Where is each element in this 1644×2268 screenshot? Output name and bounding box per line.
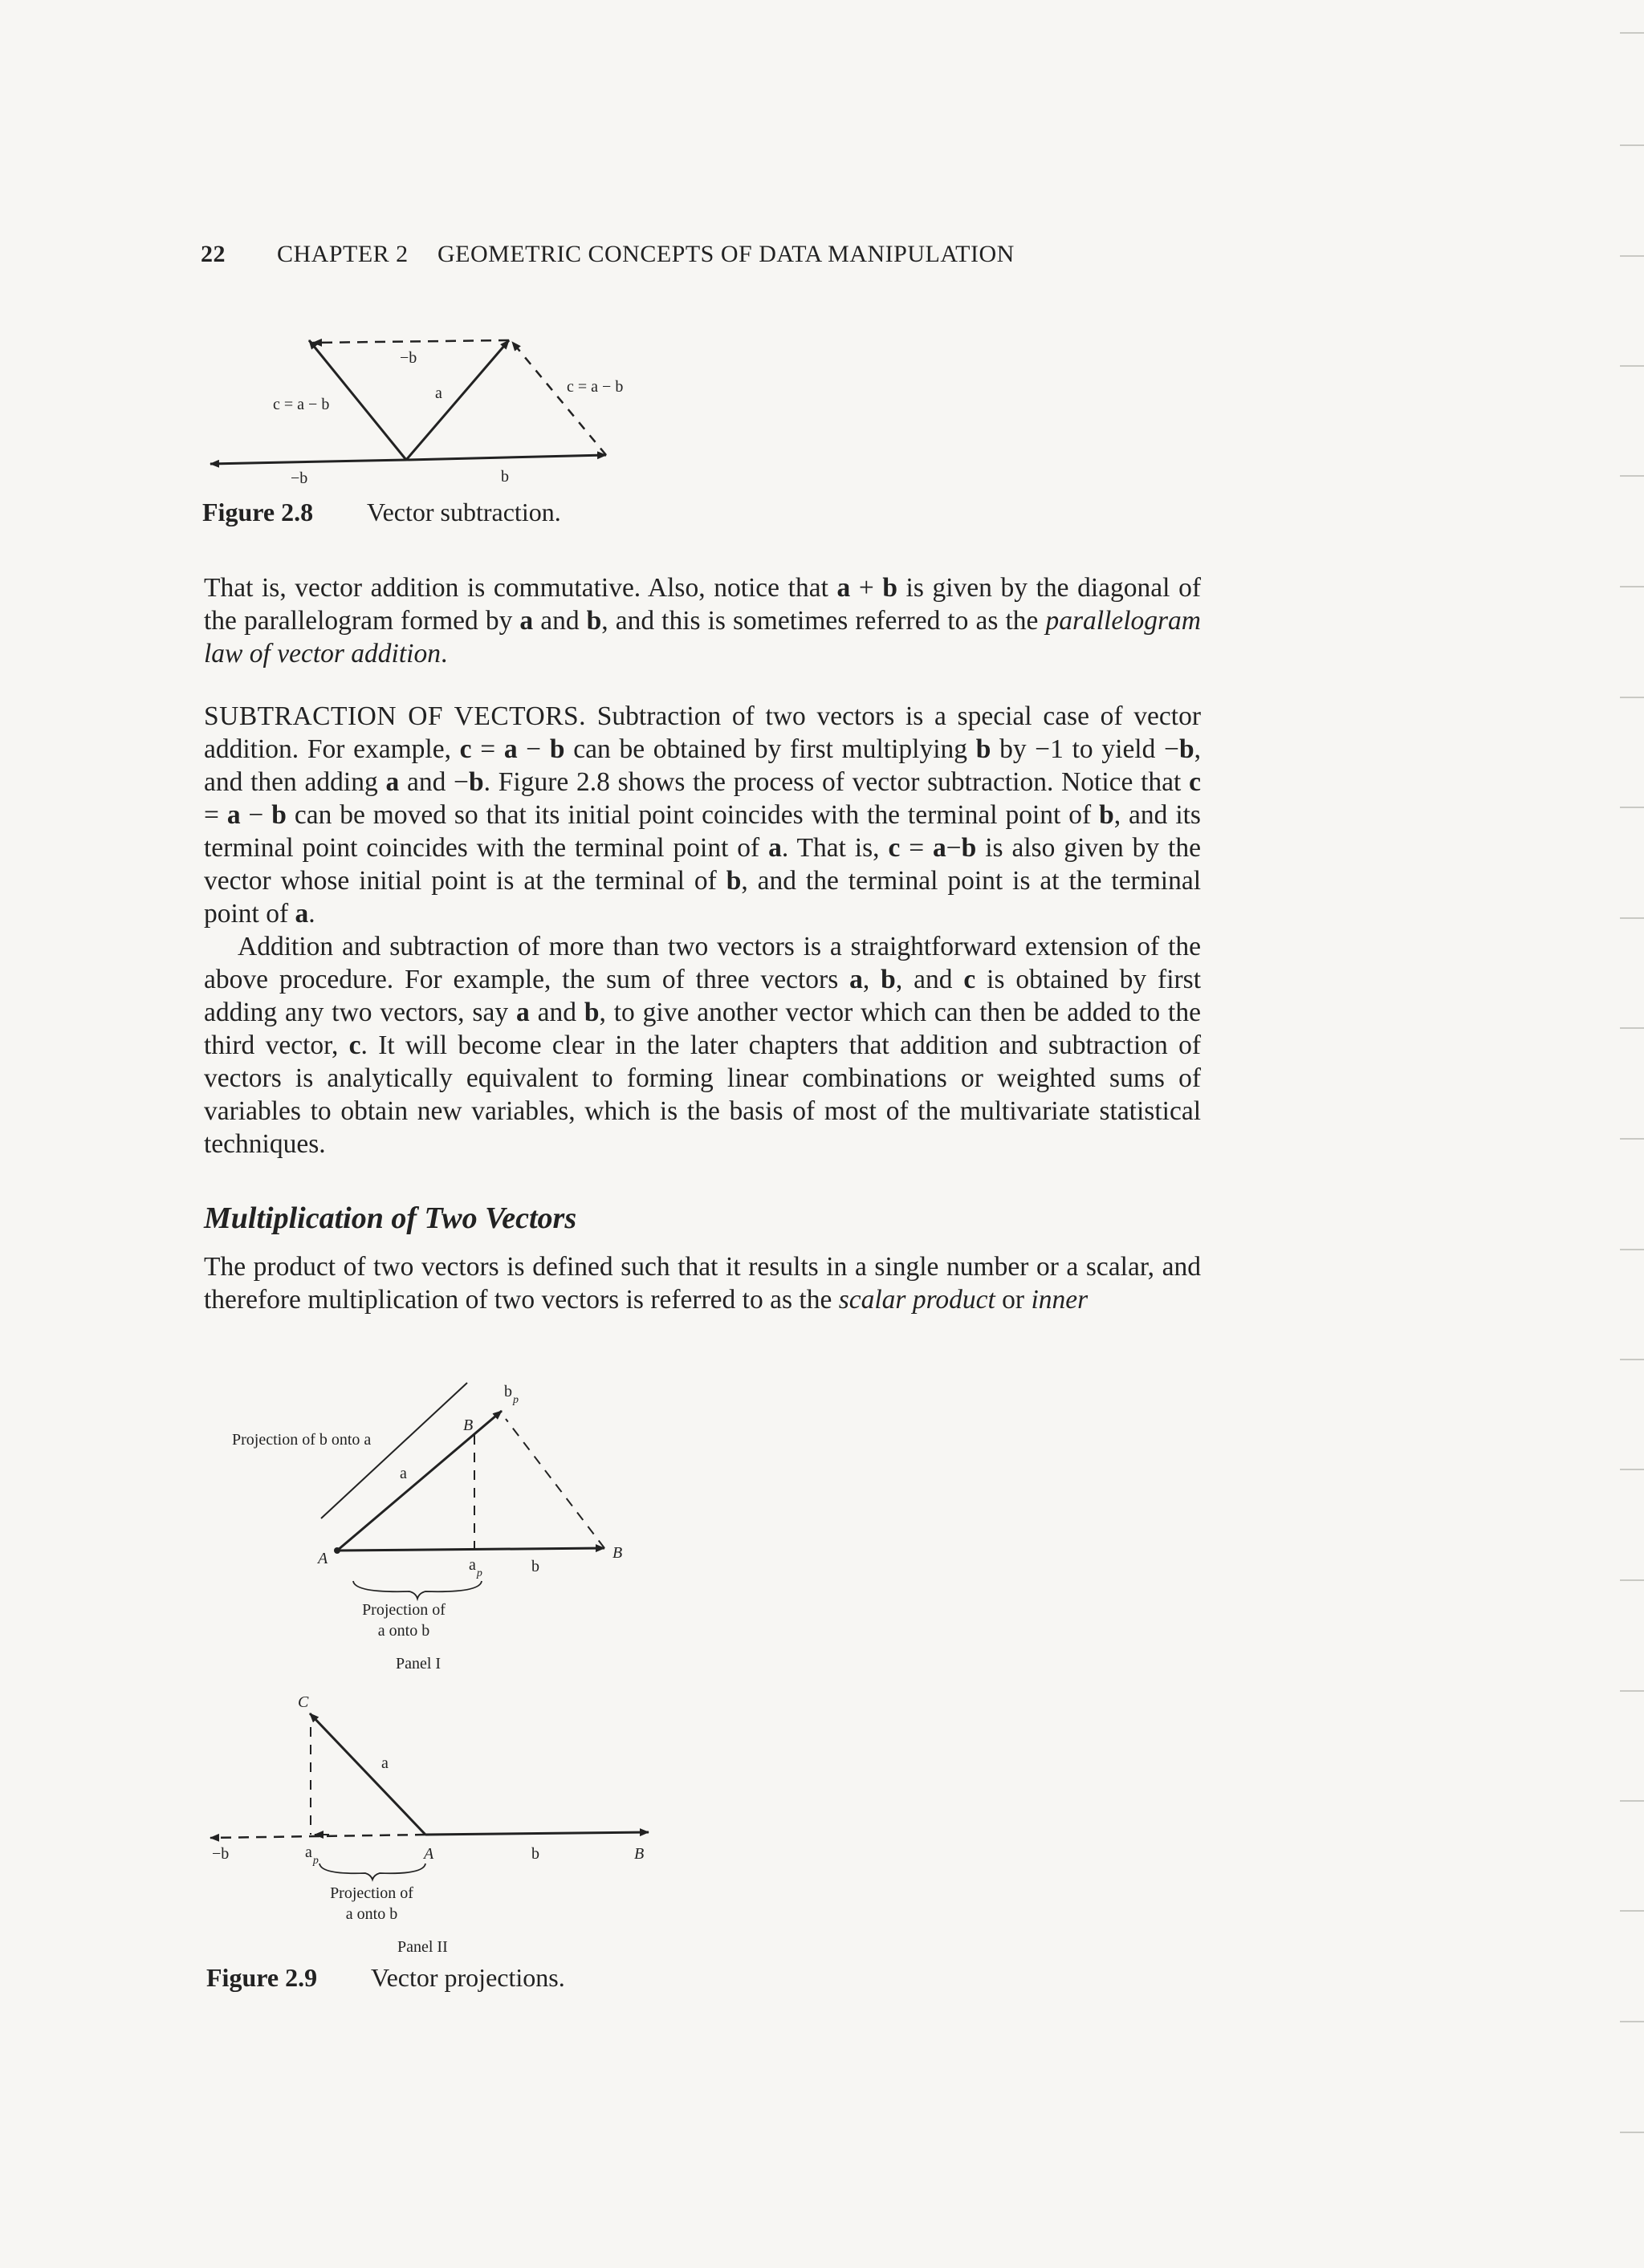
label-A-panel1: A [318, 1550, 328, 1567]
term-scalar-product: scalar product [838, 1285, 995, 1315]
page-edge-mark [1620, 1690, 1644, 1692]
term-inner: inner [1031, 1285, 1089, 1315]
vector-a-panel2 [310, 1713, 425, 1835]
label-neg-b-bottom: −b [291, 469, 308, 487]
page-edge-mark [1620, 475, 1644, 477]
perpendicular-b-to-a-dashed [506, 1419, 604, 1548]
page-edge-mark [1620, 2132, 1644, 2133]
projection-b-onto-a-line [321, 1383, 467, 1518]
page-edge-mark [1620, 1359, 1644, 1360]
term-parallelogram-law: parallelogram law of vector addition [204, 606, 1201, 669]
label-projection-a-onto-b-panel1: Projection of a onto b [362, 1601, 446, 1640]
paragraph-commutative: That is, vector addition is commutative. Also, notice that a + b is given by the diagonal of the parallelogram formed by a and b, and this is sometimes referred to as the parallelogram law of vector addition. [204, 573, 1201, 669]
figure-2-9-number: Figure 2.9 [206, 1963, 318, 1992]
page-edge-mark [1620, 807, 1644, 808]
page-edge-mark [1620, 1800, 1644, 1802]
subtraction-run-in-heading: SUBTRACTION OF VECTORS. [204, 701, 587, 731]
vector-b-panel2 [425, 1832, 649, 1835]
bracket-projection-a-onto-b-panel2 [319, 1864, 425, 1880]
label-a-p-panel2: $a_p$ [305, 1843, 319, 1867]
figure-2-8-number: Figure 2.8 [202, 498, 314, 526]
section-title-multiplication: Multiplication of Two Vectors [204, 1201, 577, 1235]
label-projection-b-onto-a: Projection of b onto a [232, 1431, 372, 1449]
page-edge-mark [1620, 365, 1644, 367]
bracket-projection-a-onto-b-panel1 [353, 1581, 482, 1599]
chapter-title: GEOMETRIC CONCEPTS OF DATA MANIPULATION [437, 241, 1015, 267]
label-c-left: c = a − b [273, 396, 330, 413]
figure-2-9-panel-1 [232, 1383, 622, 1673]
page-edge-mark [1620, 1469, 1644, 1470]
page-edge-mark [1620, 697, 1644, 698]
label-neg-b-top: −b [400, 349, 417, 367]
label-C: C [298, 1693, 309, 1711]
label-b-bottom: b [501, 468, 509, 486]
page-edge-mark [1620, 32, 1644, 34]
page-edge-mark [1620, 917, 1644, 919]
vector-neg-b-top-dashed [313, 340, 509, 343]
label-neg-b-panel2: −b [212, 1845, 230, 1863]
figure-2-9-caption [206, 1963, 565, 1993]
label-A-panel2: A [424, 1845, 434, 1863]
page-edge-mark [1620, 586, 1644, 587]
page-edge-mark [1620, 1027, 1644, 1029]
page-edge-mark [1620, 1249, 1644, 1250]
paragraph-product: The product of two vectors is defined such that it results in a single number or a scalar, and therefore multiplication of two vectors is referred to as the scalar product or inner [204, 1252, 1201, 1315]
label-a-p-panel1: $a_p$ [469, 1556, 482, 1579]
label-a-panel2: a [381, 1754, 389, 1772]
label-a-panel1: a [400, 1465, 407, 1482]
vector-b-bottom [406, 455, 606, 460]
label-a: a [435, 384, 442, 402]
label-c-right: c = a − b [567, 378, 624, 396]
running-header [201, 241, 1015, 268]
page-edge-mark [1620, 1579, 1644, 1581]
page-number: 22 [201, 241, 226, 267]
figure-2-8-caption [202, 498, 561, 527]
vector-neg-b-bottom [210, 460, 406, 464]
label-b-panel2: b [531, 1845, 539, 1863]
page-edge-mark [1620, 255, 1644, 257]
point-A-panel1 [334, 1547, 340, 1554]
page-edge-mark [1620, 1138, 1644, 1140]
label-b-p: $b_p$ [504, 1383, 519, 1406]
paragraph-subtraction: SUBTRACTION OF VECTORS. Subtraction of two vectors is a special case of vector addition. For example, c = a − b can be obtained by first multiplying b by −1 to yield −b, and then adding a and −b. Figure 2.8 shows the process of vector subtraction. Notice that c = a − b can be moved so that its initial point coincides with the terminal point of b, and its terminal point coincides with the terminal point of a. That is, c = a−b is also given by the vector whose initial point is at the terminal of b, and the terminal point is at the terminal point of a. [204, 701, 1202, 929]
label-panel-1: Panel I [396, 1655, 442, 1673]
figure-2-9-panel-2 [210, 1693, 649, 1956]
label-B-panel2: B [634, 1845, 645, 1863]
figure-2-9-diagram [201, 1376, 666, 1970]
label-B-upper: B [463, 1416, 474, 1434]
vector-b-panel1 [337, 1548, 604, 1551]
label-B-right: B [612, 1544, 623, 1562]
figure-2-8-diagram [201, 325, 650, 498]
page-edge-mark [1620, 2021, 1644, 2022]
page-edge-mark [1620, 1910, 1644, 1912]
paragraph-addition-extension: Addition and subtraction of more than two vectors is a straightforward extension of the above procedure. For example, the sum of three vectors a, b, and c is obtained by first adding any two vectors, say a and b, to give another vector which can then be added to the third vector, c. It will become clear in the later chapters that addition and subtraction of vectors is analytically equivalent to forming linear combinations or weighted sums of variables to obtain new variables, which is the basis of most of the multivariate statistical techniques. [204, 932, 1202, 1159]
figure-2-8-title: Vector subtraction. [367, 498, 561, 526]
figure-2-9-title: Vector projections. [371, 1963, 565, 1992]
page-edge-mark [1620, 144, 1644, 146]
label-b-panel1: b [531, 1558, 539, 1575]
label-projection-a-onto-b-panel2: Projection of a onto b [330, 1884, 413, 1923]
vector-a [406, 340, 509, 460]
vector-c-right-dashed [512, 342, 606, 455]
label-panel-2: Panel II [397, 1938, 448, 1956]
section-subtraction-of-vectors [204, 700, 1201, 1160]
chapter-label: CHAPTER 2 [277, 241, 409, 267]
